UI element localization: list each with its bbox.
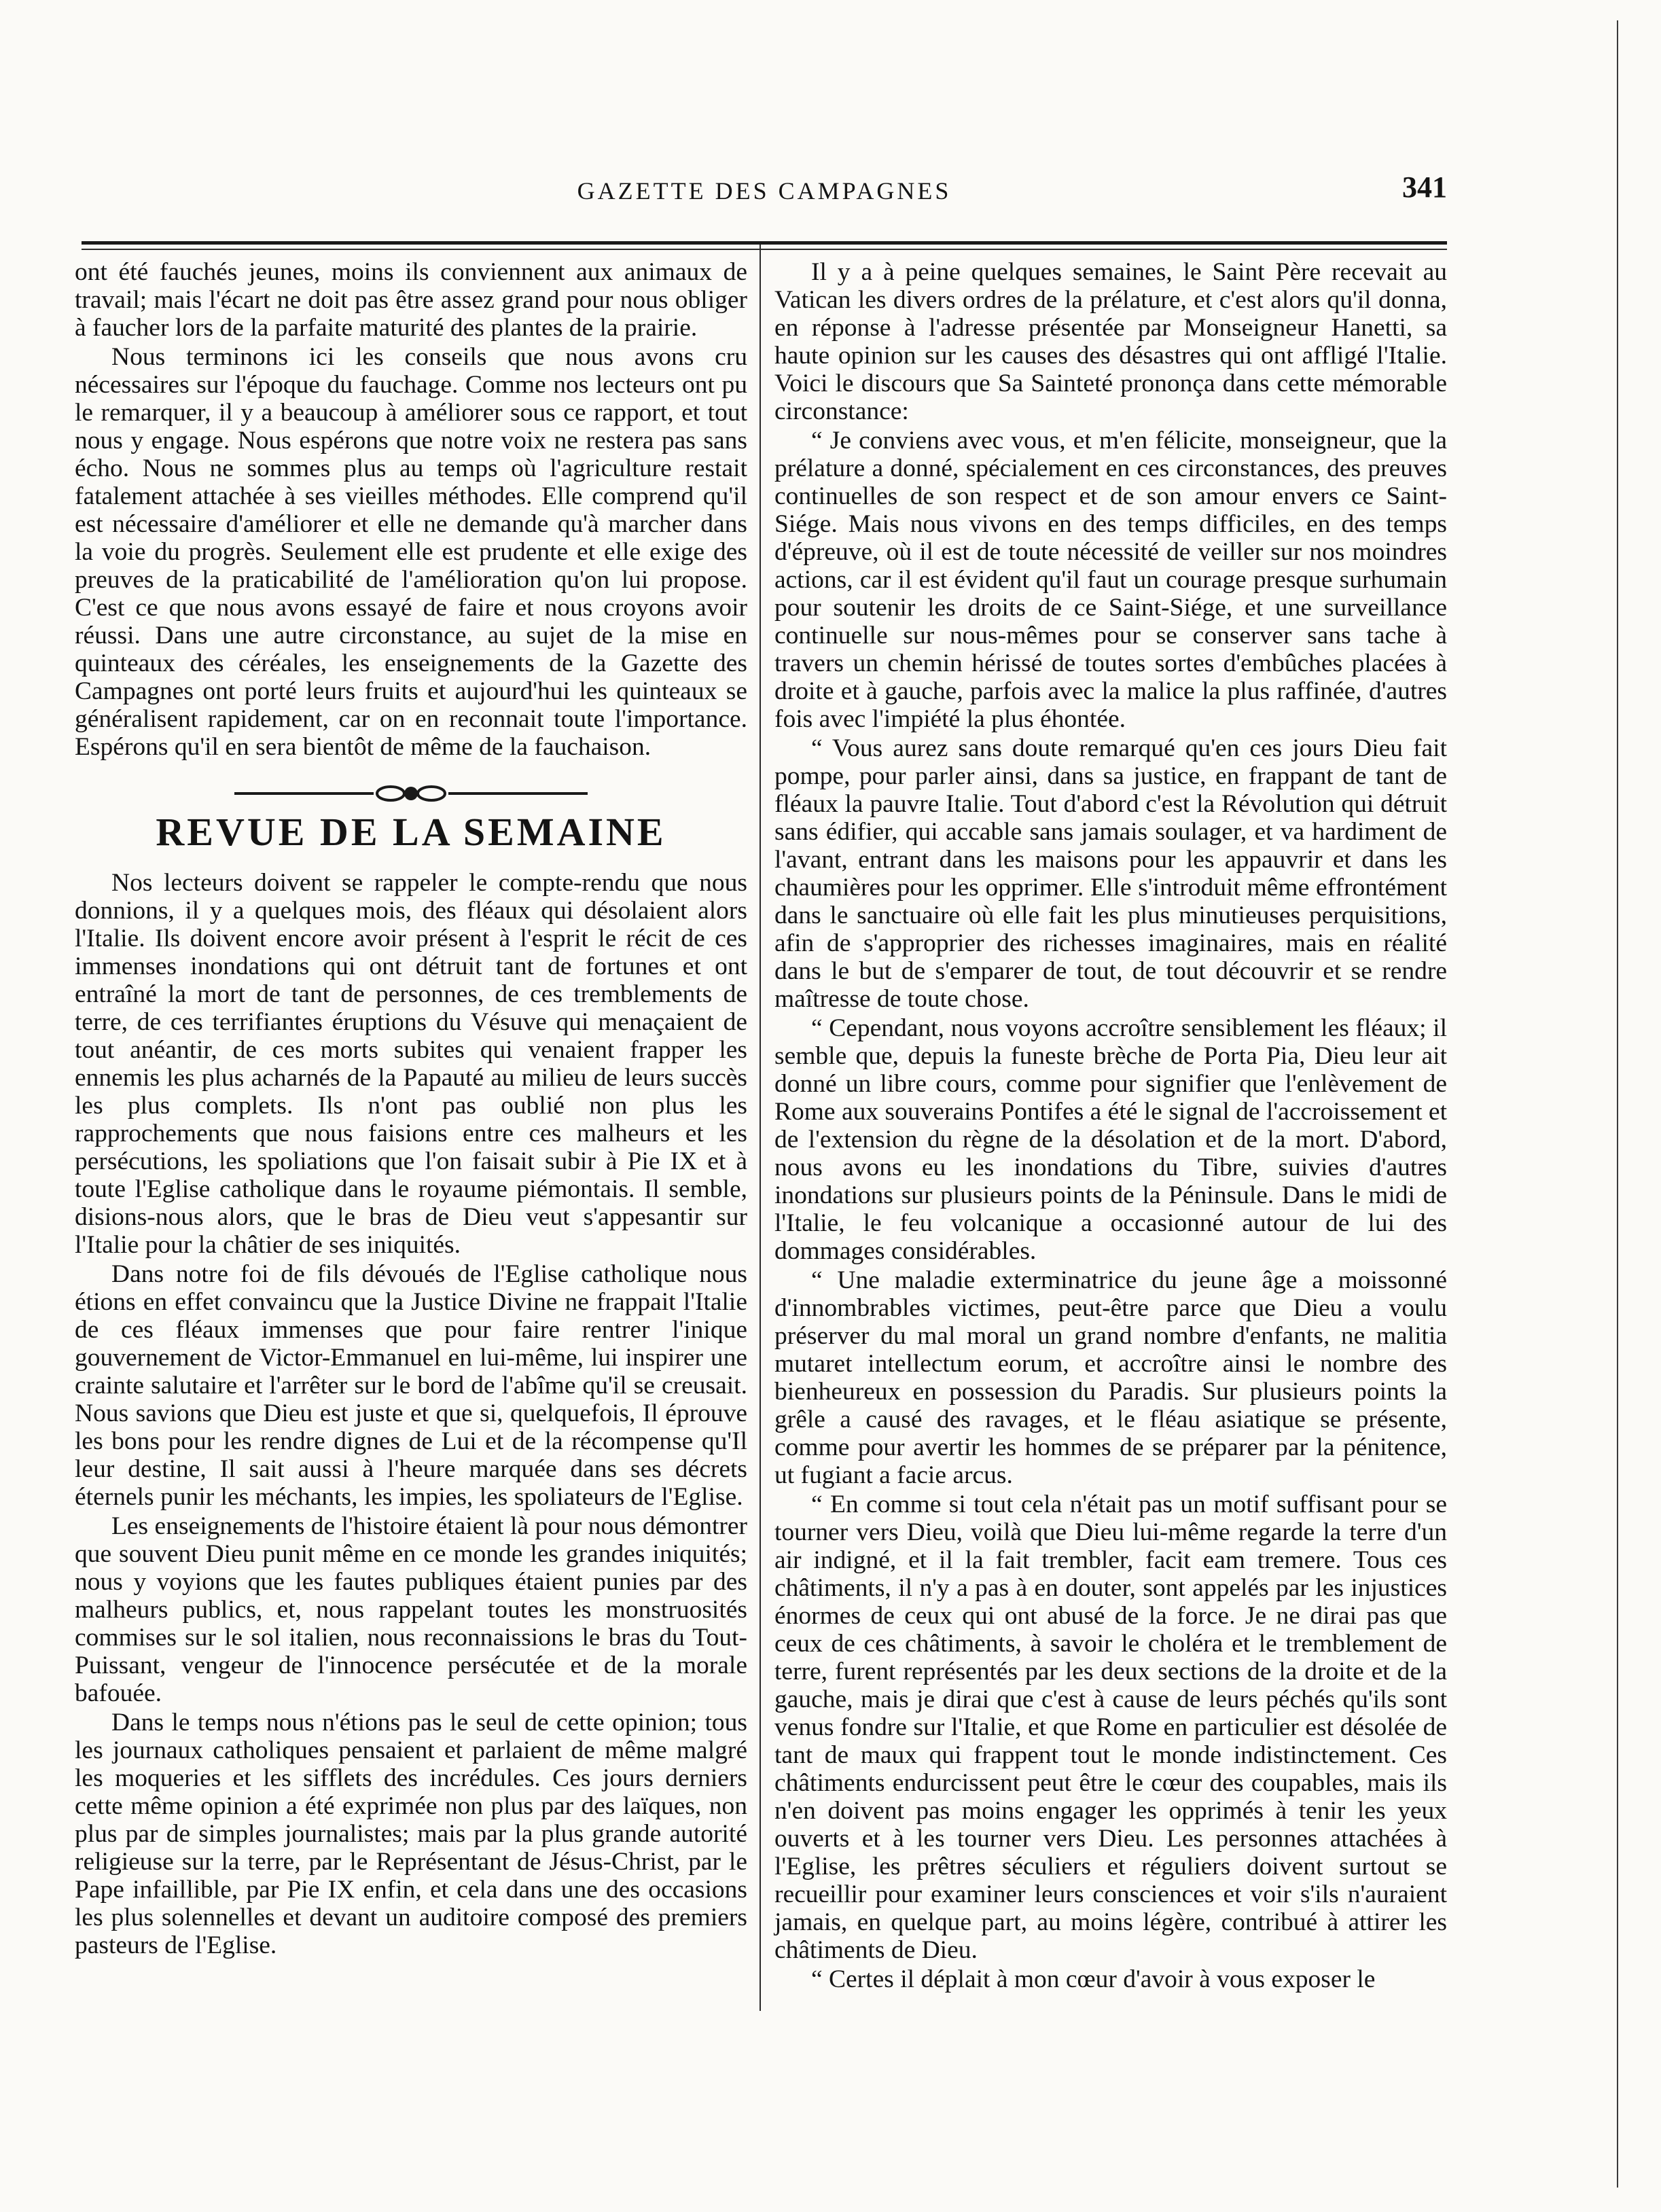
left-paragraph-5: Les enseignements de l'histoire étaient là pour nous démontrer que souvent Dieu punit même en ce monde les grandes iniquités; nous y voyions que les fautes publiques étaient punies par des malheurs publics, et, nous rappelant toutes les monstruosités commises sur le sol italien, nous reconnaissions le bras du Tout-Puissant, vengeur de l'innocence persécutée et de la morale bafouée. bbox=[75, 1512, 747, 1707]
scan-edge-line bbox=[1617, 20, 1618, 2188]
running-title: GAZETTE DES CAMPAGNES bbox=[577, 177, 952, 204]
left-paragraph-2: Nous terminons ici les conseils que nous avons cru nécessaires sur l'époque du fauchage. Comme nos lecteurs ont pu le remarquer, il y a beaucoup à améliorer sous ce rapport, et tout nous y engage. Nous espérons que notre voix ne restera pas sans écho. Nous ne sommes plus au temps où l'agriculture restait fatalement attachée à ses vieilles méthodes. Elle comprend qu'il est nécessaire d'améliorer et elle ne demande qu'à marcher dans la voie du progrès. Seulement elle est prudente et elle exige des preuves de la praticabilité de l'amélioration qu'on lui propose. C'est ce que nous avons essayé de faire et nous croyons avoir réussi. Dans une autre circonstance, au sujet de la mise en quinteaux des céréales, les enseignements de la Gazette des Campagnes ont porté leurs fruits et aujourd'hui les quinteaux se généralisent rapidement, car on en reconnait toute l'importance. Espérons qu'il en sera bientôt de même de la fauchaison. bbox=[75, 343, 747, 761]
right-paragraph-7: “ Certes il déplait à mon cœur d'avoir à vous exposer le bbox=[811, 1965, 1376, 1993]
page-number: 341 bbox=[1402, 171, 1447, 204]
column-divider bbox=[760, 245, 761, 2011]
left-paragraph-4: Dans notre foi de fils dévoués de l'Eglise catholique nous étions en effet convaincu que la Justice Divine ne frappait l'Italie de ces fléaux immenses que pour faire rentrer l'inique gouvernement de Victor-Emmanuel en lui-même, lui inspirer une crainte salutaire et l'arrêter sur le bord de l'abîme qu'il se creusait. Nous savions que Dieu est juste et que si, quelquefois, Il éprouve les bons pour les rendre dignes de Lui et de la récompense qu'Il leur destine, Il sait aussi à l'heure marquée dans ses décrets éternels punir les méchants, les impies, les spoliateurs de l'Eglise. bbox=[75, 1260, 747, 1511]
right-paragraph-4: “ Cependant, nous voyons accroître sensiblement les fléaux; il semble que, depuis la funeste brèche de Porta Pia, Dieu leur ait donné un libre cours, comme pour signifier que l'enlèvement de Rome aux souverains Pontifes a été le signal de l'accroissement et de l'extension du règne de la désolation et de la mort. D'abord, nous avons eu les inondations du Tibre, suivies d'autres inondations sur plusieurs points de la Péninsule. Dans le midi de l'Italie, le feu volcanique a occasionné autour de lui des dommages considérables. bbox=[774, 1014, 1447, 1265]
right-paragraph-6: “ En comme si tout cela n'était pas un motif suffisant pour se tourner vers Dieu, voilà que Dieu lui-même regarde la terre d'un air indigné, et il la fait trembler, facit eam tremere. Tous ces châtiments, il n'y a pas à en douter, sont appelés par les injustices énormes de ceux qui ont abusé de la force. Je ne dirai pas que ceux de ces châtiments, à savoir le choléra et le tremblement de terre, furent représentés par les deux sections de la droite et de la gauche, mais je dirai que c'est à cause de leurs péchés qu'ils sont venus fondre sur l'Italie, et que Rome en particulier est désolée de tant de maux qui frappent tout le monde indistinctement. Ces châtiments endurcissent peut être le cœur des coupables, mais ils n'en doivent pas moins engager les opprimés à tenir les yeux ouverts et à les tourner vers Dieu. Les personnes attachées à l'Eglise, les prêtres séculiers et réguliers doivent surtout se recueillir pour examiner leurs consciences et voir s'ils n'auraient jamais, en quelque part, au moins légère, contribué à attirer les châtiments de Dieu. bbox=[774, 1491, 1447, 1964]
right-column bbox=[774, 258, 1447, 1993]
right-paragraph-3: “ Vous aurez sans doute remarqué qu'en ces jours Dieu fait pompe, pour parler ainsi, dans sa justice, en frappant de tant de fléaux la pauvre Italie. Tout d'abord c'est la Révolution qui détruit sans édifier, qui accable sans jamais soulager, et va hardiment de l'avant, entrant dans les maisons pour les appauvrir et dans les chaumières pour les opprimer. Elle s'introduit même effrontément dans le sanctuaire où elle fait les plus minutieuses perquisitions, afin de s'approprier des richesses imaginaires, mais en réalité dans le but de s'emparer de tout, de tout découvrir et se rendre maîtresse de toute chose. bbox=[774, 734, 1447, 1013]
page-header bbox=[82, 102, 1447, 204]
left-paragraph-1: ont été fauchés jeunes, moins ils conviennent aux animaux de travail; mais l'écart ne doit pas être assez grand pour nous obliger à faucher lors de la parfaite maturité des plantes de la prairie. bbox=[75, 258, 747, 342]
left-paragraph-3: Nos lecteurs doivent se rappeler le compte-rendu que nous donnions, il y a quelques mois, des fléaux qui désolaient alors l'Italie. Ils doivent encore avoir présent à l'esprit le récit de ces immenses inondations qui ont détruit tant de fortunes et ont entraîné la mort de tant de personnes, de ces tremblements de terre, de ces terrifiantes éruptions du Vésuve qui menaçaient de tout anéantir, de ces morts subites qui venaient frapper les ennemis les plus acharnés de la Papauté au milieu de leurs succès les plus complets. Ils n'ont pas oublié non plus les rapprochements que nous faisions entre ces malheurs et les persécutions, les spoliations que l'on faisait subir à Pie IX et à toute l'Eglise catholique dans le royaume piémontais. Il semble, disions-nous alors, que le bras de Dieu veut s'appesantir sur l'Italie pour la châtier de ses iniquités. bbox=[75, 869, 747, 1259]
right-paragraph-5: “ Une maladie exterminatrice du jeune âge a moissonné d'innombrables victimes, peut-être parce que Dieu a voulu préserver du mal moral un grand nombre d'enfants, ne malitia mutaret intellectum eorum, et accroître ainsi le nombre des bienheureux en possession du Paradis. Sur plusieurs points la grêle a causé des ravages, et le fléau asiatique se présente, comme pour avertir les hommes de se préparer par la pénitence, ut fugiant a facie arcus. bbox=[774, 1266, 1447, 1489]
left-paragraph-6: Dans le temps nous n'étions pas le seul de cette opinion; tous les journaux catholiques pensaient et parlaient de même malgré les moqueries et les sifflets des incrédules. Ces jours derniers cette même opinion a été exprimée non plus par des laïques, non plus par de simples journalistes; mais par la plus grande autorité religieuse sur la terre, par le Représentant de Jésus-Christ, par le Pape infaillible, par Pie IX enfin, et cela dans une des occasions les plus solennelles et devant un auditoire composé des premiers pasteurs de l'Eglise. bbox=[75, 1709, 747, 1959]
ornament-flourish bbox=[221, 780, 601, 807]
section-title: REVUE DE LA SEMAINE bbox=[156, 810, 666, 854]
right-paragraph-1: Il y a à peine quelques semaines, le Saint Père recevait au Vatican les divers ordres de la prélature, et c'est alors qu'il donna, en réponse à l'adresse présentée par Monseigneur Hanetti, sa haute opinion sur les causes des désastres qui ont affligé l'Italie. Voici le discours que Sa Sainteté prononça dans cette mémorable circonstance: bbox=[774, 258, 1447, 425]
right-paragraph-2: “ Je conviens avec vous, et m'en félicite, monseigneur, que la prélature a donné, spécialement en ces circonstances, des preuves continuelles de son respect et de son amour envers ce Saint-Siége. Mais nous vivons en des temps difficiles, en des temps d'épreuve, où il est de toute nécessité de veiller sur nos moindres actions, car il est évident qu'il faut un courage presque surhumain pour soutenir les droits de ce Saint-Siége, et une surveillance continuelle sur nous-mêmes pour se conserver sans tache à travers un chemin hérissé de toutes sortes d'embûches placées à droite et à gauche, parfois avec la malice la plus raffinée, d'autres fois avec l'impiété la plus éhontée. bbox=[774, 427, 1447, 733]
ornament-divider bbox=[75, 773, 747, 814]
header-rule-thin bbox=[82, 249, 1447, 250]
header-rule-thick bbox=[82, 241, 1447, 245]
left-column bbox=[75, 258, 747, 1959]
